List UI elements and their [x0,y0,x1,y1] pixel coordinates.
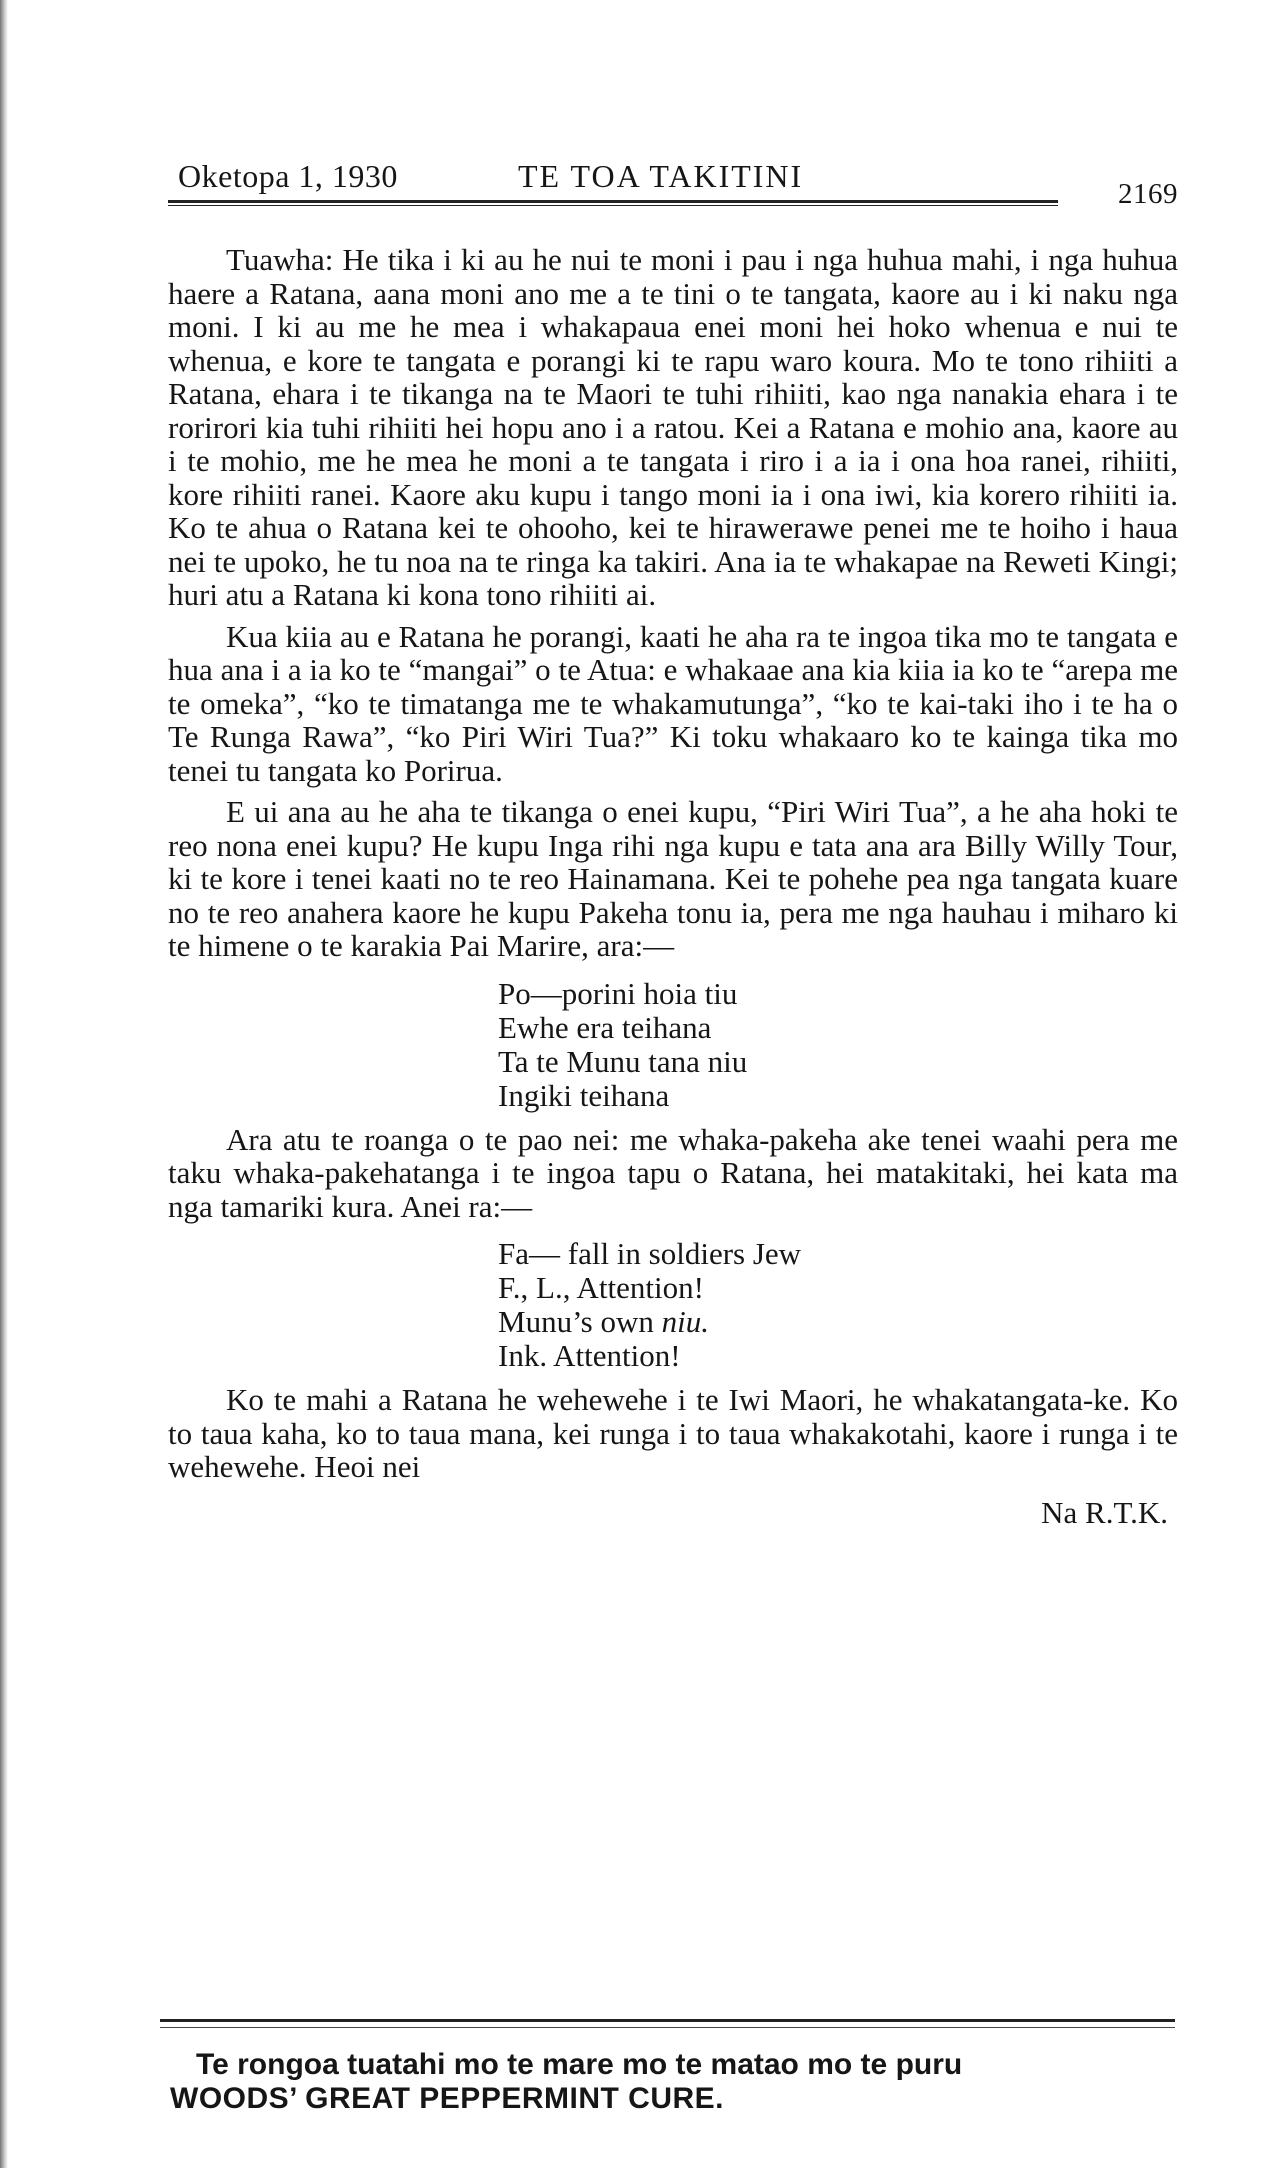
verse-2 [498,1237,1178,1373]
verse-1-line: Ewhe era teihana [498,1009,712,1045]
header-title: TE TOA TAKITINI [518,158,804,194]
signature: Na R.T.K. [1041,1494,1168,1530]
page-edge-shadow [0,0,8,2168]
paragraph-4: Ara atu te roanga o te pao nei: me whaka-pakeha ake tenei waahi pera me taku whaka-pakehatanga i te ingoa tapu o Ratana, hei matakitaki, hei kata ma nga tamariki kura. Anei ra:— [168,1121,1178,1224]
verse-2-line: F., L., Attention! [498,1270,704,1305]
verse-1-line: Ta te Munu tana niu [498,1043,748,1079]
page-number: 2169 [1118,178,1178,210]
paragraph-2: Kua kiia au e Ratana he porangi, kaati he aha ra te ingoa tika mo te tangata e hua ana i a ia ko te “mangai” o te Atua: e whakaae ana kia kiia ia ko te “arepa me te omeka”, “ko te timatanga me te whakamutunga”, “ko te kai-taki iho i te ha o Te Runga Rawa”, “ko Piri Wiri Tua?” Ki toku whakaaro ko te kainga tika mo tenei tu tangata ko Porirua. [168,618,1178,788]
article-body [168,243,1178,1529]
footer-rule [160,2019,1175,2022]
advert-line-2: WOODS’ GREAT PEPPERMINT CURE. [170,2082,724,2115]
header-date: Oketopa 1, 1930 [178,158,398,194]
footer-rule-thin [160,2027,1175,2028]
verse-2-italic-word: niu. [661,1304,710,1339]
paragraph-5: Ko te mahi a Ratana he wehewehe i te Iwi Maori, he whakatangata-ke. Ko to taua kaha, ko to taua mana, kei runga i to taua whakakotahi, kaore i runga i te wehewehe. Heoi nei [168,1382,1178,1484]
advert-line-1: Te rongoa tuatahi mo te mare mo te matao mo te puru [196,2048,963,2081]
paragraph-1: Tuawha: He tika i ki au he nui te moni i pau i nga huhua mahi, i nga huhua haere a Ratana, aana moni ano me a te tini o te tangata, kaore au i ki naku nga moni. I ki au me he mea i whakapaua enei moni hei hoko whenua e nui te whenua, e kore te tangata e porangi ki te rapu waro koura. Mo te tono rihiiti a Ratana, ehara i te tikanga na te Maori te tuhi rihiiti, kao nga nanakia ehara i te rorirori kia tuhi rihiiti hei hopu ano i a ratou. Kei a Ratana e mohio ana, kaore au i te mohio, me he mea he moni a te tangata i riro i a ia i ona hoa ranei, rihiiti, kore rihiiti ranei. Kaore aku kupu i tango moni ia i ona iwi, kia korero rihiiti ia. Ko te ahua o Ratana kei te ohooho, kei te hirawerawe penei me te hoiho i haua nei te upoko, he tu noa na te ringa ka takiri. Ana ia te whakapae na Reweti Kingi; huri atu a Ratana ki kona tono rihiiti ai. [168,242,1178,612]
verse-1-line: Po—porini hoia tiu [498,975,738,1011]
advertisement [170,2048,1170,2116]
verse-2-line: Fa— fall in soldiers Jew [498,1236,802,1271]
header-rule [168,200,1058,206]
verse-1 [498,977,1178,1113]
paragraph-3: E ui ana au he aha te tikanga o enei kupu, “Piri Wiri Tua”, a he aha hoki te reo nona enei kupu? He kupu Inga rihi nga kupu e tata ana ara Billy Willy Tour, ki te kore i tenei kaati no te reo Hainamana. Kei te pohehe pea nga tangata kuare no te reo anahera kaore he kupu Pakeha tonu ia, pera me nga hauhau i miharo ki te himene o te karakia Pai Marire, ara:— [168,794,1178,963]
verse-2-line-text: Munu’s own [498,1304,654,1339]
verse-2-line: Ink. Attention! [498,1338,681,1373]
page-header [168,140,1178,210]
verse-1-line: Ingiki teihana [498,1077,670,1113]
running-header [168,140,1178,210]
verse-2-line [498,1305,1178,1339]
